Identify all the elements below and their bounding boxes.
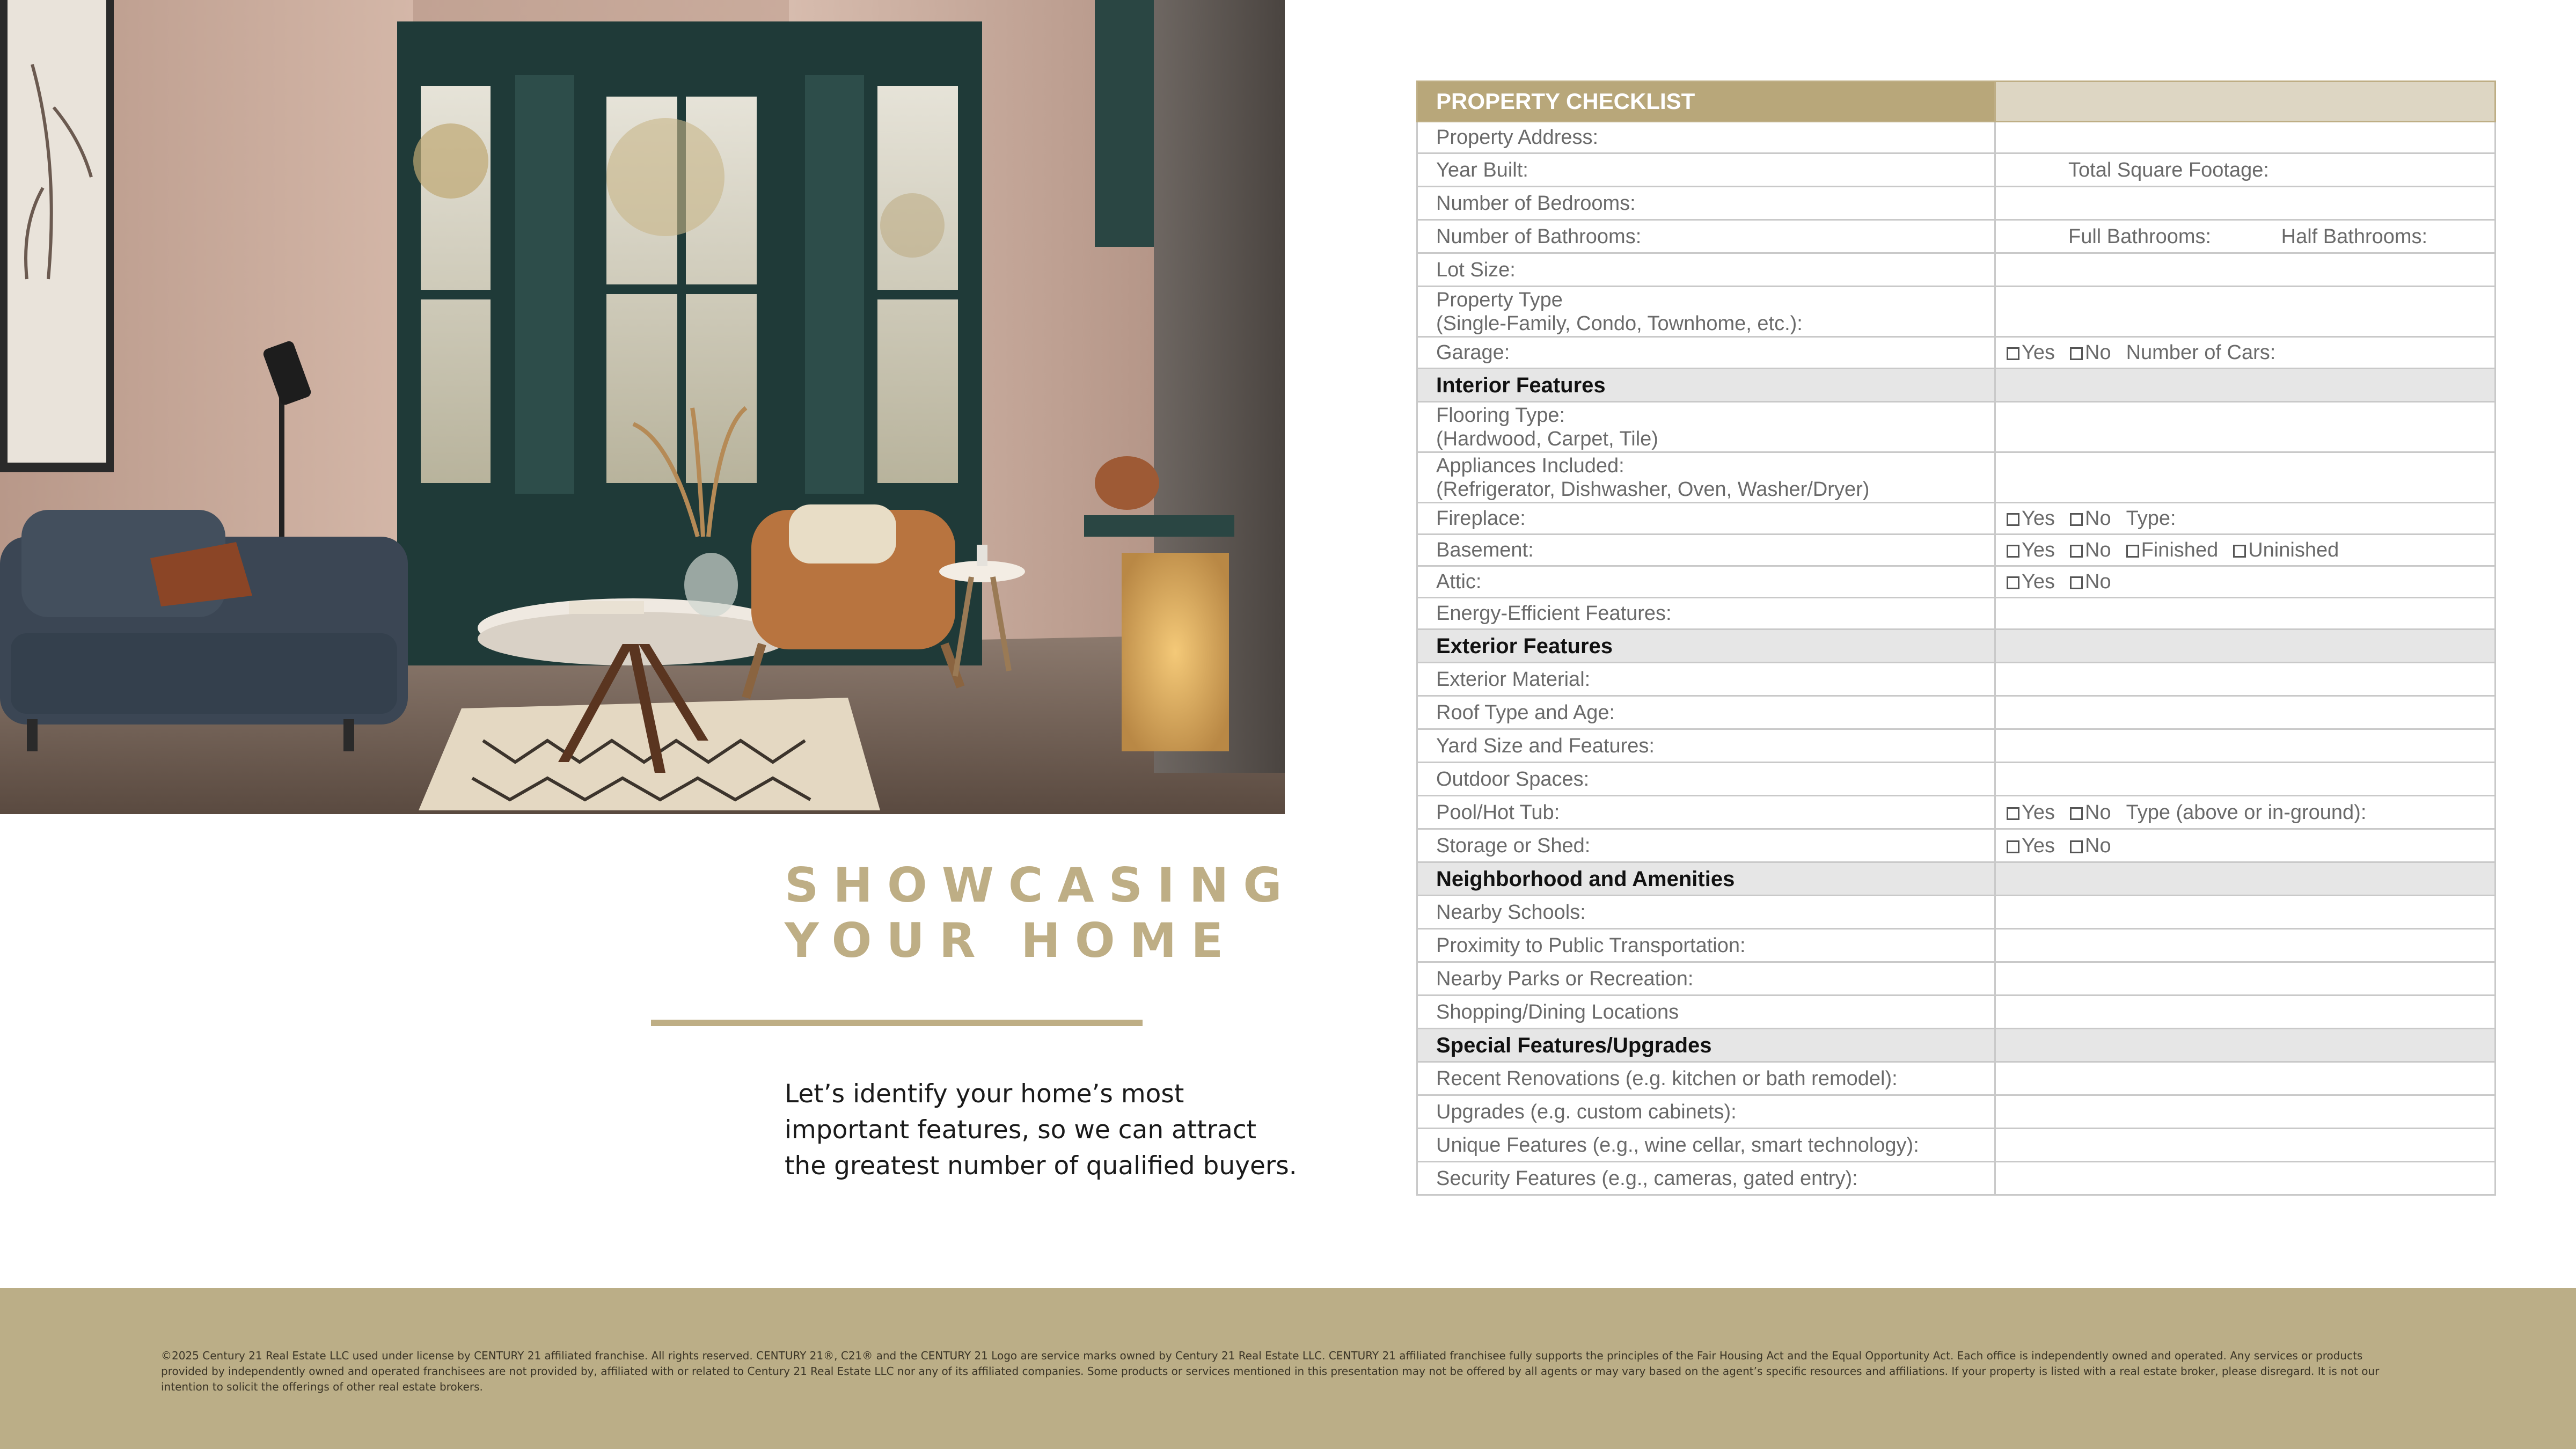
row-label: Energy-Efficient Features: (1417, 598, 1995, 630)
table-row (1417, 729, 2496, 763)
row-label: Unique Features (e.g., wine cellar, smart technology): (1417, 1129, 1995, 1162)
option-label: Yes (2022, 801, 2055, 824)
option-label: Yes (2022, 834, 2055, 857)
table-row (1417, 796, 2496, 829)
answer-field (1995, 796, 2496, 829)
table-row (1417, 503, 2496, 535)
section-row-neighborhood (1417, 862, 2496, 896)
answer-field[interactable] (1995, 452, 2496, 503)
pool-type-label: Type (above or in-ground): (2126, 801, 2367, 824)
row-label: Lot Size: (1417, 253, 1995, 287)
answer-field[interactable] (1995, 996, 2496, 1029)
section-blank (1995, 1029, 2496, 1062)
table-row (1417, 598, 2496, 630)
table-row (1417, 220, 2496, 253)
basement-no-option[interactable] (2070, 539, 2111, 561)
row-label (1417, 402, 1995, 452)
table-row (1417, 337, 2496, 369)
row-label-line: Appliances Included: (1436, 454, 1624, 477)
section-title: Special Features/Upgrades (1417, 1029, 1995, 1062)
answer-field (1995, 829, 2496, 862)
headline-line-2: YOUR HOME (785, 913, 1238, 968)
fireplace-yes-option[interactable] (2007, 507, 2055, 530)
option-label: Yes (2022, 507, 2055, 530)
table-row (1417, 1162, 2496, 1195)
option-label: Yes (2022, 539, 2055, 561)
table-row (1417, 896, 2496, 929)
row-label (1417, 287, 1995, 337)
answer-field (1995, 503, 2496, 535)
option-label: No (2085, 834, 2111, 857)
answer-field[interactable] (1995, 253, 2496, 287)
row-label: Exterior Material: (1417, 663, 1995, 696)
total-sqft-label: Total Square Footage: (2068, 158, 2269, 181)
section-row-exterior (1417, 630, 2496, 663)
answer-field[interactable] (1995, 929, 2496, 962)
footer-band (0, 1288, 2576, 1449)
row-label: Proximity to Public Transportation: (1417, 929, 1995, 962)
checkbox[interactable] (2126, 545, 2139, 558)
checkbox[interactable] (2070, 347, 2083, 360)
row-label: Fireplace: (1417, 503, 1995, 535)
section-title: Exterior Features (1417, 630, 1995, 663)
garage-no-option[interactable] (2070, 341, 2111, 364)
table-row (1417, 996, 2496, 1029)
table-row (1417, 663, 2496, 696)
answer-field[interactable] (1995, 287, 2496, 337)
page-headline (785, 858, 1297, 968)
checkbox[interactable] (2070, 807, 2083, 820)
option-label: Finished (2141, 539, 2219, 561)
answer-field[interactable] (1995, 598, 2496, 630)
row-label: Year Built: (1417, 153, 1995, 187)
answer-field[interactable] (1995, 153, 2496, 187)
basement-unfinished-option[interactable] (2233, 539, 2339, 561)
table-row (1417, 566, 2496, 598)
pool-yes-option[interactable] (2007, 801, 2055, 824)
row-label-line: (Single-Family, Condo, Townhome, etc.): (1436, 312, 1803, 335)
fireplace-no-option[interactable] (2070, 507, 2111, 530)
option-label: No (2085, 341, 2111, 364)
basement-finished-option[interactable] (2126, 539, 2219, 561)
row-label: Attic: (1417, 566, 1995, 598)
row-label-line: Flooring Type: (1436, 404, 1565, 427)
table-row (1417, 187, 2496, 220)
answer-field[interactable] (1995, 122, 2496, 153)
intro-text: Let’s identify your home’s most important features, so we can attract the greatest number of qualified buyers. (785, 1079, 1297, 1181)
attic-yes-option[interactable] (2007, 570, 2055, 593)
section-title: Neighborhood and Amenities (1417, 862, 1995, 896)
table-row (1417, 452, 2496, 503)
row-label-line: Property Type (1436, 288, 1563, 311)
answer-field[interactable] (1995, 1095, 2496, 1129)
checkbox[interactable] (2070, 840, 2083, 853)
storage-yes-option[interactable] (2007, 835, 2055, 857)
table-row (1417, 402, 2496, 452)
checkbox[interactable] (2007, 545, 2019, 558)
answer-field[interactable] (1995, 187, 2496, 220)
row-label: Nearby Parks or Recreation: (1417, 962, 1995, 996)
row-label: Basement: (1417, 535, 1995, 566)
option-label: Uninished (2248, 539, 2339, 561)
checkbox[interactable] (2070, 576, 2083, 589)
table-row (1417, 1129, 2496, 1162)
row-label: Outdoor Spaces: (1417, 763, 1995, 796)
pool-no-option[interactable] (2070, 801, 2111, 824)
checkbox[interactable] (2007, 807, 2019, 820)
section-blank (1995, 862, 2496, 896)
row-label: Nearby Schools: (1417, 896, 1995, 929)
table-row (1417, 962, 2496, 996)
checkbox[interactable] (2007, 840, 2019, 853)
row-label: Garage: (1417, 337, 1995, 369)
checkbox[interactable] (2007, 347, 2019, 360)
section-row-interior (1417, 369, 2496, 402)
property-checklist-table (1416, 80, 2496, 1196)
row-label-line: (Refrigerator, Dishwasher, Oven, Washer/Dryer) (1436, 478, 1870, 501)
full-bathrooms-label: Full Bathrooms: (2068, 225, 2212, 248)
row-label: Roof Type and Age: (1417, 696, 1995, 729)
garage-yes-option[interactable] (2007, 341, 2055, 364)
row-label: Property Address: (1417, 122, 1995, 153)
checkbox[interactable] (2233, 545, 2246, 558)
answer-field (1995, 337, 2496, 369)
table-row (1417, 122, 2496, 153)
row-label (1417, 452, 1995, 503)
row-label: Yard Size and Features: (1417, 729, 1995, 763)
headline-line-1: SHOWCASING (785, 858, 1297, 913)
answer-field[interactable] (1995, 1062, 2496, 1095)
section-title: Interior Features (1417, 369, 1995, 402)
row-label: Security Features (e.g., cameras, gated entry): (1417, 1162, 1995, 1195)
number-of-cars-label: Number of Cars: (2126, 341, 2276, 364)
answer-field[interactable] (1995, 663, 2496, 696)
checklist-header-blank (1995, 82, 2496, 122)
answer-field[interactable] (1995, 1129, 2496, 1162)
checkbox[interactable] (2007, 513, 2019, 526)
checklist-header-row (1417, 82, 2496, 122)
row-label: Upgrades (e.g. custom cabinets): (1417, 1095, 1995, 1129)
checkbox[interactable] (2070, 545, 2083, 558)
table-row (1417, 287, 2496, 337)
answer-field[interactable] (1995, 729, 2496, 763)
attic-no-option[interactable] (2070, 570, 2111, 593)
checklist-title: PROPERTY CHECKLIST (1417, 82, 1995, 122)
checkbox[interactable] (2070, 513, 2083, 526)
row-label: Pool/Hot Tub: (1417, 796, 1995, 829)
row-label: Recent Renovations (e.g. kitchen or bath remodel): (1417, 1062, 1995, 1095)
row-label: Number of Bathrooms: (1417, 220, 1995, 253)
table-row (1417, 153, 2496, 187)
answer-field[interactable] (1995, 220, 2496, 253)
table-row (1417, 696, 2496, 729)
fireplace-type-label: Type: (2126, 507, 2176, 530)
table-row (1417, 929, 2496, 962)
answer-field[interactable] (1995, 1162, 2496, 1195)
answer-field (1995, 566, 2496, 598)
table-row (1417, 763, 2496, 796)
option-label: No (2085, 539, 2111, 561)
option-label: No (2085, 570, 2111, 593)
answer-field[interactable] (1995, 402, 2496, 452)
table-row (1417, 253, 2496, 287)
section-blank (1995, 369, 2496, 402)
option-label: No (2085, 801, 2111, 824)
option-label: No (2085, 507, 2111, 530)
legal-disclaimer: ©2025 Century 21 Real Estate LLC used under license by CENTURY 21 affiliated franchise. All rights reserved. CENTURY 21®, C21® and the CENTURY 21 Logo are service marks owned by Century 21 Real Estate LLC. CENTURY 21 affiliated franchisee fully supports the principles of the Fair Housing Act and the Equal Opportunity Act. Each office is independently owned and operated. Any services or products provided by independently owned and operated franchisees are not provided by, affiliated with or related to Century 21 Real Estate LLC nor any of its affiliated companies. Some products or services mentioned in this presentation may not be offered by all agents or may vary based on the agent’s specific resources and affiliations. If your property is listed with a real estate broker, please disregard. It is not our intention to solicit the offerings of other real estate brokers. (161, 1349, 2380, 1393)
table-row (1417, 1095, 2496, 1129)
section-row-special (1417, 1029, 2496, 1062)
half-bathrooms-label: Half Bathrooms: (2281, 225, 2428, 248)
section-blank (1995, 630, 2496, 663)
table-row (1417, 1062, 2496, 1095)
answer-field[interactable] (1995, 896, 2496, 929)
living-room-photo (0, 0, 1285, 814)
row-label: Number of Bedrooms: (1417, 187, 1995, 220)
option-label: Yes (2022, 341, 2055, 364)
answer-field[interactable] (1995, 763, 2496, 796)
row-label: Storage or Shed: (1417, 829, 1995, 862)
table-row (1417, 829, 2496, 862)
divider-rule (651, 1020, 1143, 1026)
row-label: Shopping/Dining Locations (1417, 996, 1995, 1029)
checkbox[interactable] (2007, 576, 2019, 589)
answer-field (1995, 535, 2496, 566)
answer-field[interactable] (1995, 962, 2496, 996)
option-label: Yes (2022, 570, 2055, 593)
storage-no-option[interactable] (2070, 835, 2111, 857)
row-label-line: (Hardwood, Carpet, Tile) (1436, 427, 1658, 450)
answer-field[interactable] (1995, 696, 2496, 729)
table-row (1417, 535, 2496, 566)
basement-yes-option[interactable] (2007, 539, 2055, 561)
